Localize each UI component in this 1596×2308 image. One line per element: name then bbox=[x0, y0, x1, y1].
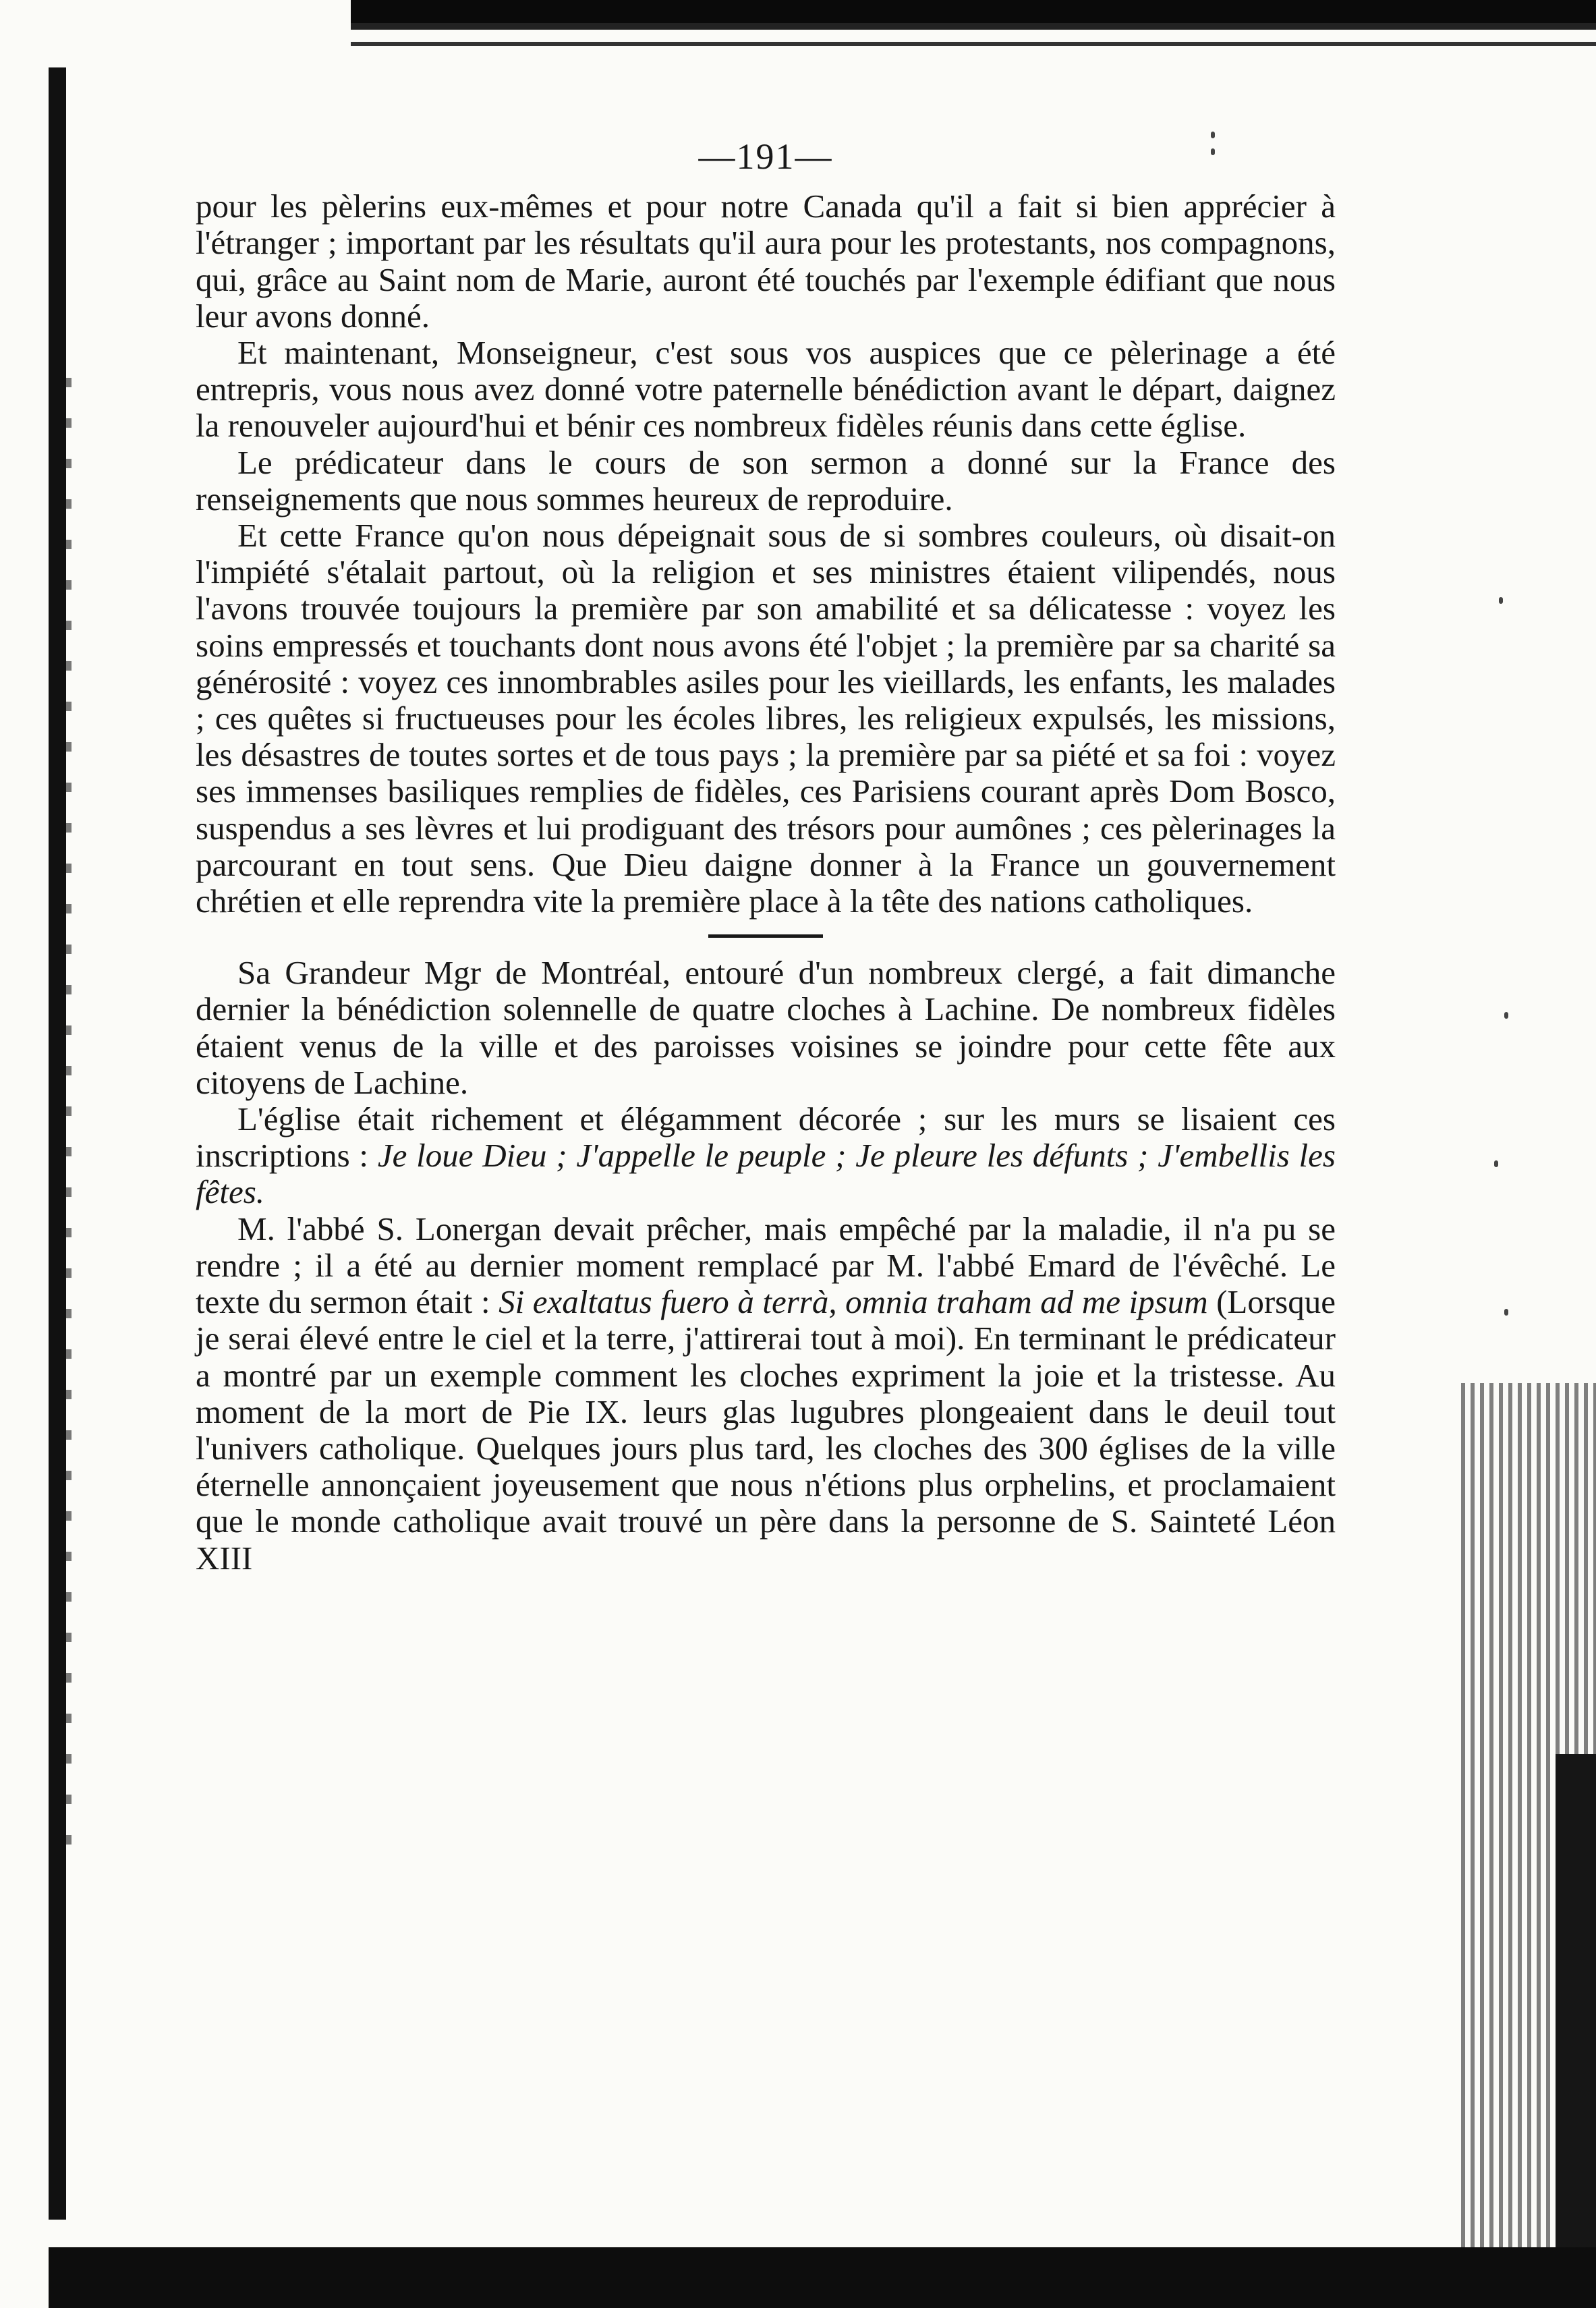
paragraph-rest: (Lorsque je serai élevé entre le ciel et la terre, j'attirerai tout à moi). En terminant le prédicateur a montré par un exemple comment les cloches expriment la joie et la tristesse. Au moment de la mort de Pie IX. leurs glas lugubres plongeaient dans le deuil tout l'univers catholique. Quelques jours plus tard, les cloches des 300 églises de la ville éternelle annonçaient joyeusement que nous n'étions plus orphelins, et proclamaient que le monde catholique avait trouvé un père dans la personne de S. Sainteté Léon XIII bbox=[196, 1283, 1336, 1577]
scan-speck bbox=[1494, 1160, 1498, 1167]
scan-speck bbox=[1504, 1309, 1508, 1316]
paragraph: Et maintenant, Monseigneur, c'est sous vos auspices que ce pèlerinage a été entrepris, vous nous avez donné votre paternelle bénédiction avant le départ, daignez la renouveler aujourd'hui et bénir ces nombreux fidèles réunis dans cette église. bbox=[196, 334, 1336, 445]
scan-edge-bottom bbox=[49, 2247, 1596, 2308]
scan-edge-top-line bbox=[351, 42, 1596, 46]
bell-inscriptions: Je loue Dieu ; J'appelle le peuple ; Je pleure les défunts ; J'embellis les fêtes. bbox=[196, 1137, 1336, 1211]
paragraph: pour les pèlerins eux-mêmes et pour notre Canada qu'il a fait si bien apprécier à l'étranger ; important par les résultats qu'il aura pour les protestants, nos compagnons, qui, grâce au Saint nom de Marie, auront été touchés par l'exemple édifiant que nous leur avons donné. bbox=[196, 188, 1336, 335]
paragraph: Et cette France qu'on nous dépeignait sous de si sombres couleurs, où disait-on l'impiété s'étalait partout, où la religion et ses ministres étaient vilipendés, nous l'avons trouvée toujours la première par son amabilité et sa délicatesse : voyez les soins empressés et touchants dont nous avons été l'objet ; la première par sa charité sa générosité : voyez ces innombrables asiles pour les vieillards, les enfants, les malades ; ces quêtes si fructueuses pour les écoles libres, les religieux expulsés, les missions, les désastres de toutes sortes et de tous pays ; la première par sa piété et sa foi : voyez ses immenses basiliques remplies de fidèles, ces Parisiens courant après Dom Bosco, suspendus a ses lèvres et lui prodiguant des trésors pour aumônes ; ces pèlerinages la parcourant en tout sens. Que Dieu daigne donner à la France un gouvernement chrétien et elle reprendra vite la première place à la tête des nations catholiques. bbox=[196, 517, 1336, 920]
section-separator bbox=[196, 920, 1336, 955]
paragraph-lead: L'église était richement et élégamment décorée ; sur les murs se lisaient ces inscriptions : bbox=[196, 1100, 1336, 1175]
page-text bbox=[196, 138, 1336, 1577]
page-number: —191— bbox=[698, 136, 833, 177]
paragraph bbox=[196, 1101, 1336, 1211]
scan-edge-left-streak bbox=[66, 378, 72, 1862]
separator-rule bbox=[708, 934, 823, 938]
scan-speck bbox=[1211, 132, 1215, 138]
scan-edge-right bbox=[1556, 1754, 1596, 2253]
scan-edge-left bbox=[49, 67, 66, 2220]
paragraph bbox=[196, 1211, 1336, 1577]
latin-quote: Si exaltatus fuero à terrà, omnia traham ad me ipsum bbox=[498, 1283, 1208, 1321]
scan-speck bbox=[1504, 1012, 1508, 1019]
scan-edge-top bbox=[351, 0, 1596, 42]
paragraph-lead: M. l'abbé S. Lonergan devait prêcher, mais empêché par la maladie, il n'a pu se rendre ; il a été au dernier moment remplacé par M. l'abbé Emard de l'évêché. Le texte du sermon était : bbox=[196, 1210, 1336, 1321]
paragraph: Le prédicateur dans le cours de son sermon a donné sur la France des renseignements que nous sommes heureux de reproduire. bbox=[196, 443, 1336, 517]
scan-speck bbox=[1499, 597, 1503, 604]
paragraph: Sa Grandeur Mgr de Montréal, entouré d'un nombreux clergé, a fait dimanche dernier la bénédiction solennelle de quatre cloches à Lachine. De nombreux fidèles étaient venus de la ville et des paroisses voisines se joindre pour cette fête aux citoyens de Lachine. bbox=[196, 954, 1336, 1101]
